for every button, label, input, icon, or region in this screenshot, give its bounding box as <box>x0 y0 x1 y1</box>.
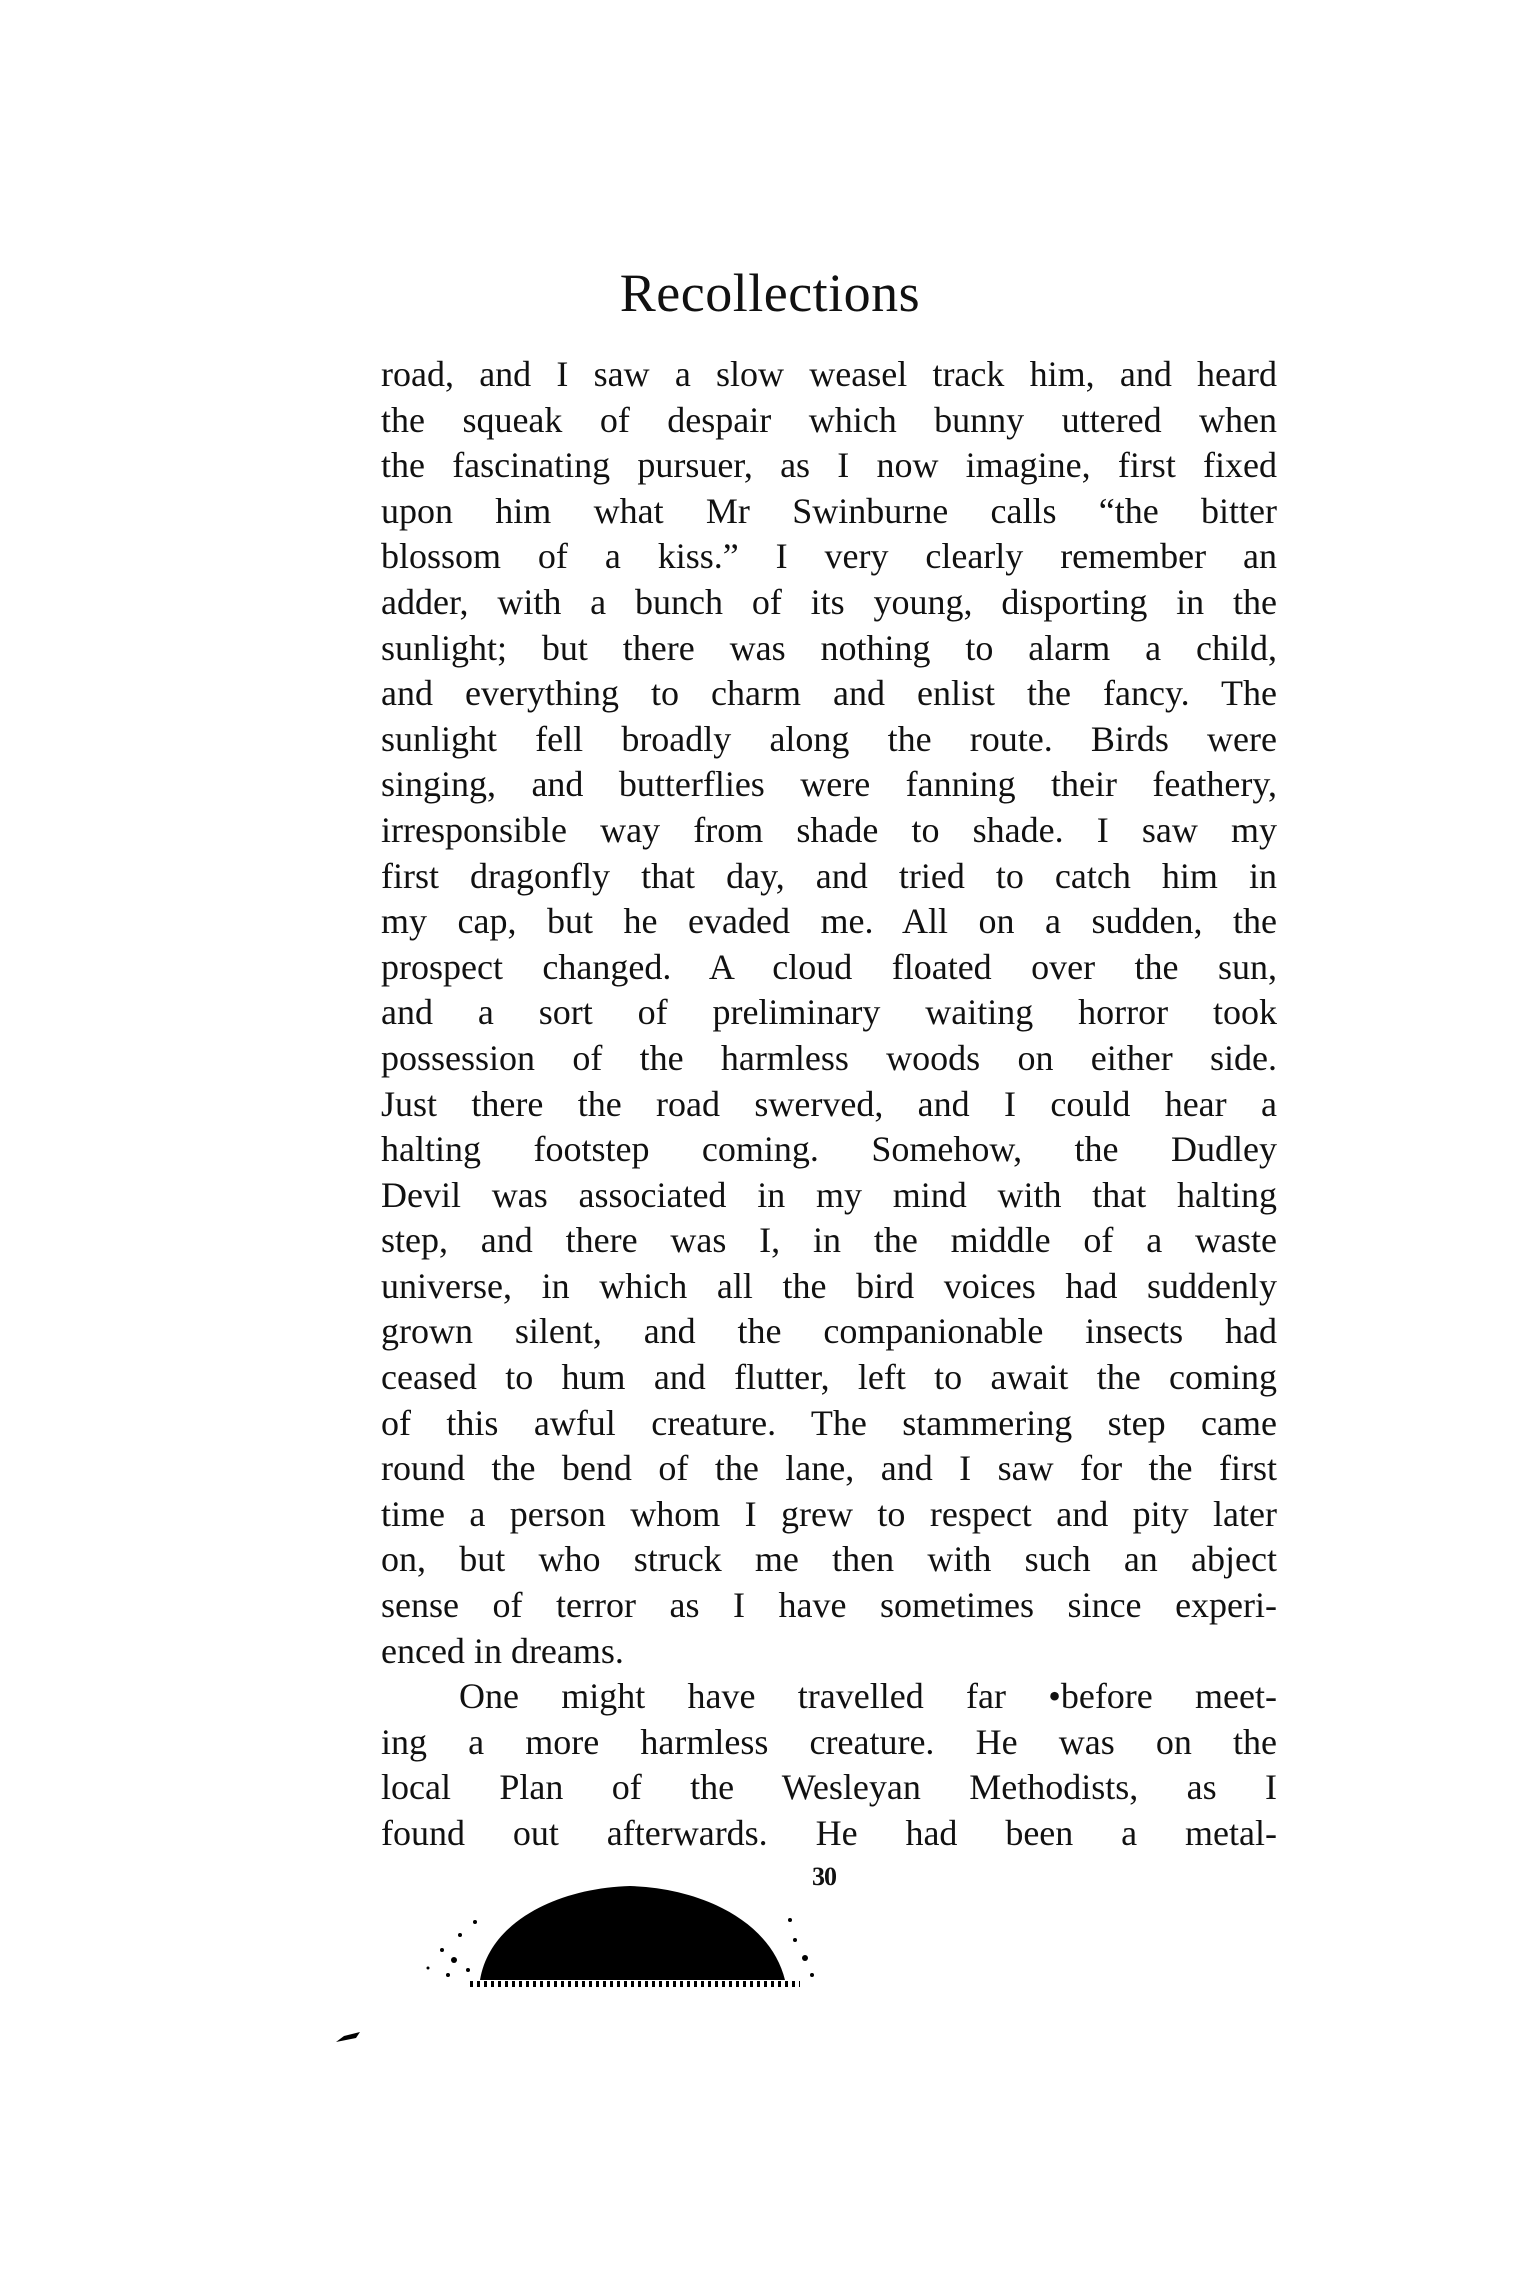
text-line: and everything to charm and enlist the fancy. The <box>381 673 1277 714</box>
text-line: first dragonfly that day, and tried to catch him in <box>381 855 1277 896</box>
text-line: on, but who struck me then with such an abject <box>381 1539 1277 1580</box>
text-line: round the bend of the lane, and I saw for the first <box>381 1448 1277 1489</box>
text-line: singing, and butterflies were fanning their feathery, <box>381 764 1277 805</box>
text-line: ing a more harmless creature. He was on the <box>381 1721 1277 1762</box>
text-line: road, and I saw a slow weasel track him, and heard <box>381 354 1277 394</box>
text-line: step, and there was I, in the middle of a waste <box>381 1220 1277 1261</box>
text-line: the squeak of despair which bunny uttered when <box>381 399 1277 440</box>
text-line: of this awful creature. The stammering step came <box>381 1402 1277 1443</box>
text-line: Devil was associated in my mind with that halting <box>381 1174 1277 1215</box>
running-head: Recollections <box>619 263 921 323</box>
text-line: halting footstep coming. Somehow, the Dudley <box>381 1129 1277 1170</box>
text-line: prospect changed. A cloud floated over the sun, <box>381 946 1277 987</box>
text-line: adder, with a bunch of its young, disporting in the <box>381 581 1277 622</box>
text-line: irresponsible way from shade to shade. I saw my <box>381 809 1277 850</box>
text-line: sunlight fell broadly along the route. Birds were <box>381 718 1277 759</box>
page-number: 30 <box>812 1862 836 1891</box>
text-line: grown silent, and the companionable insects had <box>381 1311 1277 1352</box>
text-line: sense of terror as I have sometimes since experi- <box>381 1585 1277 1626</box>
text-line: and a sort of preliminary waiting horror took <box>381 992 1277 1033</box>
text-line: local Plan of the Wesleyan Methodists, as I <box>381 1767 1277 1808</box>
text-line: One might have travelled far •before meet- <box>459 1676 1277 1717</box>
text-line: ceased to hum and flutter, left to await the coming <box>381 1357 1277 1398</box>
text-line: blossom of a kiss.” I very clearly remember an <box>381 536 1277 577</box>
ink-blot-stamp <box>420 1880 840 1990</box>
body-text <box>381 352 1277 1857</box>
text-line: Just there the road swerved, and I could hear a <box>381 1083 1277 1124</box>
text-line: upon him what Mr Swinburne calls “the bitter <box>381 490 1277 531</box>
text-line: time a person whom I grew to respect and pity later <box>381 1493 1277 1534</box>
text-line: found out afterwards. He had been a metal- <box>381 1813 1277 1853</box>
text-line: the fascinating pursuer, as I now imagine, first fixed <box>381 445 1277 486</box>
text-line: universe, in which all the bird voices had suddenly <box>381 1265 1277 1306</box>
text-line: enced in dreams. <box>381 1630 624 1671</box>
text-line: sunlight; but there was nothing to alarm a child, <box>381 627 1277 668</box>
text-line: my cap, but he evaded me. All on a sudden, the <box>381 901 1277 942</box>
ink-mark <box>334 2030 362 2044</box>
text-line: possession of the harmless woods on either side. <box>381 1037 1277 1078</box>
